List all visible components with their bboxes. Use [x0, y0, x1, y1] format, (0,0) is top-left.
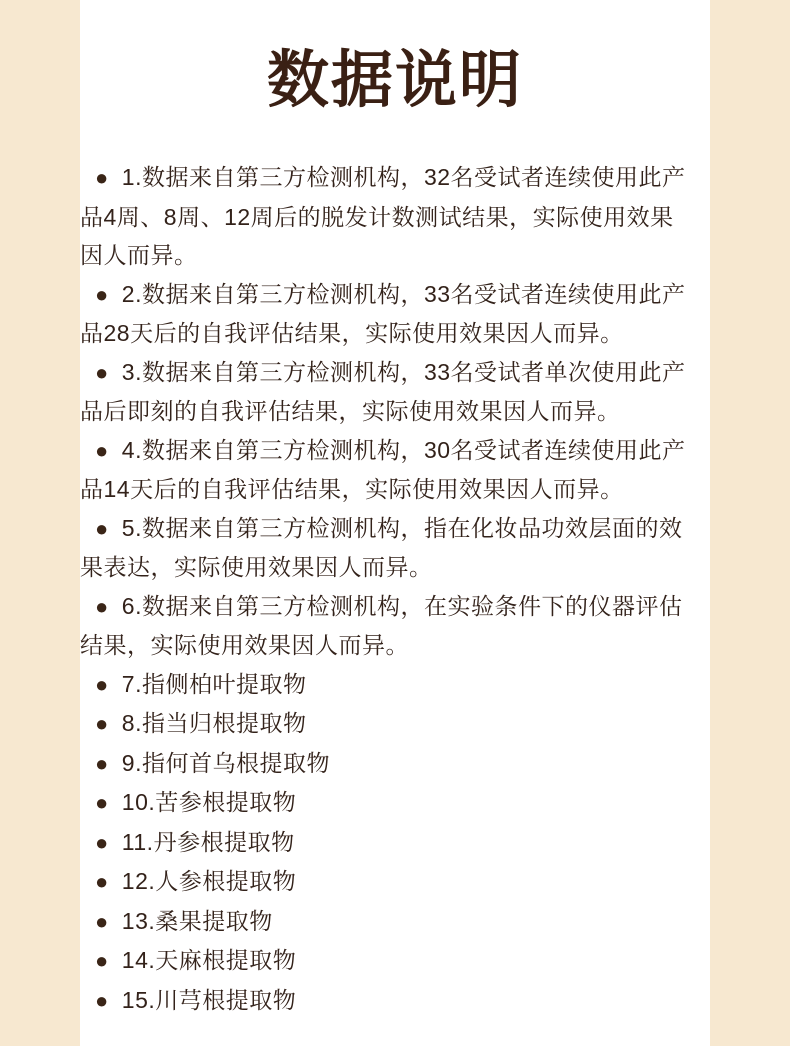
- list-item: [80, 509, 694, 587]
- bullet-icon: ●: [95, 281, 109, 307]
- notes-list: [80, 158, 710, 1020]
- bullet-icon: ●: [95, 948, 109, 973]
- list-item-text: 2.数据来自第三方检测机构，33名受试者连续使用此产品28天后的自我评估结果，实际使用效果因人而异。: [80, 280, 686, 346]
- bullet-icon: ●: [95, 359, 109, 385]
- bullet-icon: ●: [95, 908, 109, 934]
- list-item-text: 5.数据来自第三方检测机构，指在化妆品功效层面的效果表达，实际使用效果因人而异。: [80, 514, 683, 580]
- list-item-text: 6.数据来自第三方检测机构，在实验条件下的仪器评估结果，实际使用效果因人而异。: [80, 592, 683, 658]
- list-item-text: 4.数据来自第三方检测机构，30名受试者连续使用此产品14天后的自我评估结果，实际使用效果因人而异。: [80, 436, 686, 502]
- bullet-icon: ●: [95, 515, 109, 541]
- list-item: [80, 353, 694, 431]
- list-item: [80, 744, 694, 784]
- list-item-text: 9.指何首乌根提取物: [121, 749, 330, 776]
- bullet-icon: ●: [95, 869, 109, 894]
- list-item-text: 14.天麻根提取物: [121, 947, 297, 973]
- bullet-icon: ●: [95, 829, 109, 855]
- content-panel: [80, 0, 710, 1046]
- bullet-icon: ●: [95, 750, 109, 776]
- list-item: [80, 704, 694, 744]
- list-item-text: 8.指当归根提取物: [121, 710, 307, 736]
- list-item-text: 13.桑果提取物: [121, 907, 273, 934]
- bullet-icon: ●: [95, 593, 109, 619]
- bullet-icon: ●: [95, 790, 109, 815]
- list-item-text: 1.数据来自第三方检测机构，32名受试者连续使用此产品4周、8周、12周后的脱发计数测试结果，实际使用效果因人而异。: [80, 164, 686, 268]
- list-item-text: 3.数据来自第三方检测机构，33名受试者单次使用此产品后即刻的自我评估结果，实际使用效果因人而异。: [80, 358, 686, 424]
- bullet-icon: ●: [95, 987, 109, 1013]
- list-item: [80, 431, 694, 509]
- list-item: [80, 158, 694, 275]
- list-item: [80, 783, 694, 823]
- list-item: [80, 862, 694, 902]
- list-item-text: 7.指侧柏叶提取物: [121, 670, 307, 697]
- list-item: [80, 823, 694, 863]
- bullet-icon: ●: [95, 165, 109, 190]
- list-item: [80, 587, 694, 665]
- list-item: [80, 981, 694, 1021]
- list-item: [80, 275, 694, 353]
- bullet-icon: ●: [95, 671, 109, 697]
- bullet-icon: ●: [95, 437, 109, 463]
- list-item: [80, 902, 694, 942]
- list-item: [80, 665, 694, 705]
- list-item: [80, 941, 694, 981]
- bullet-icon: ●: [95, 711, 109, 736]
- page-title: 数据说明: [266, 46, 523, 115]
- list-item-text: 10.苦参根提取物: [121, 789, 297, 815]
- list-item-text: 11.丹参根提取物: [121, 828, 295, 855]
- list-item-text: 12.人参根提取物: [121, 868, 297, 894]
- list-item-text: 15.川芎根提取物: [121, 986, 297, 1013]
